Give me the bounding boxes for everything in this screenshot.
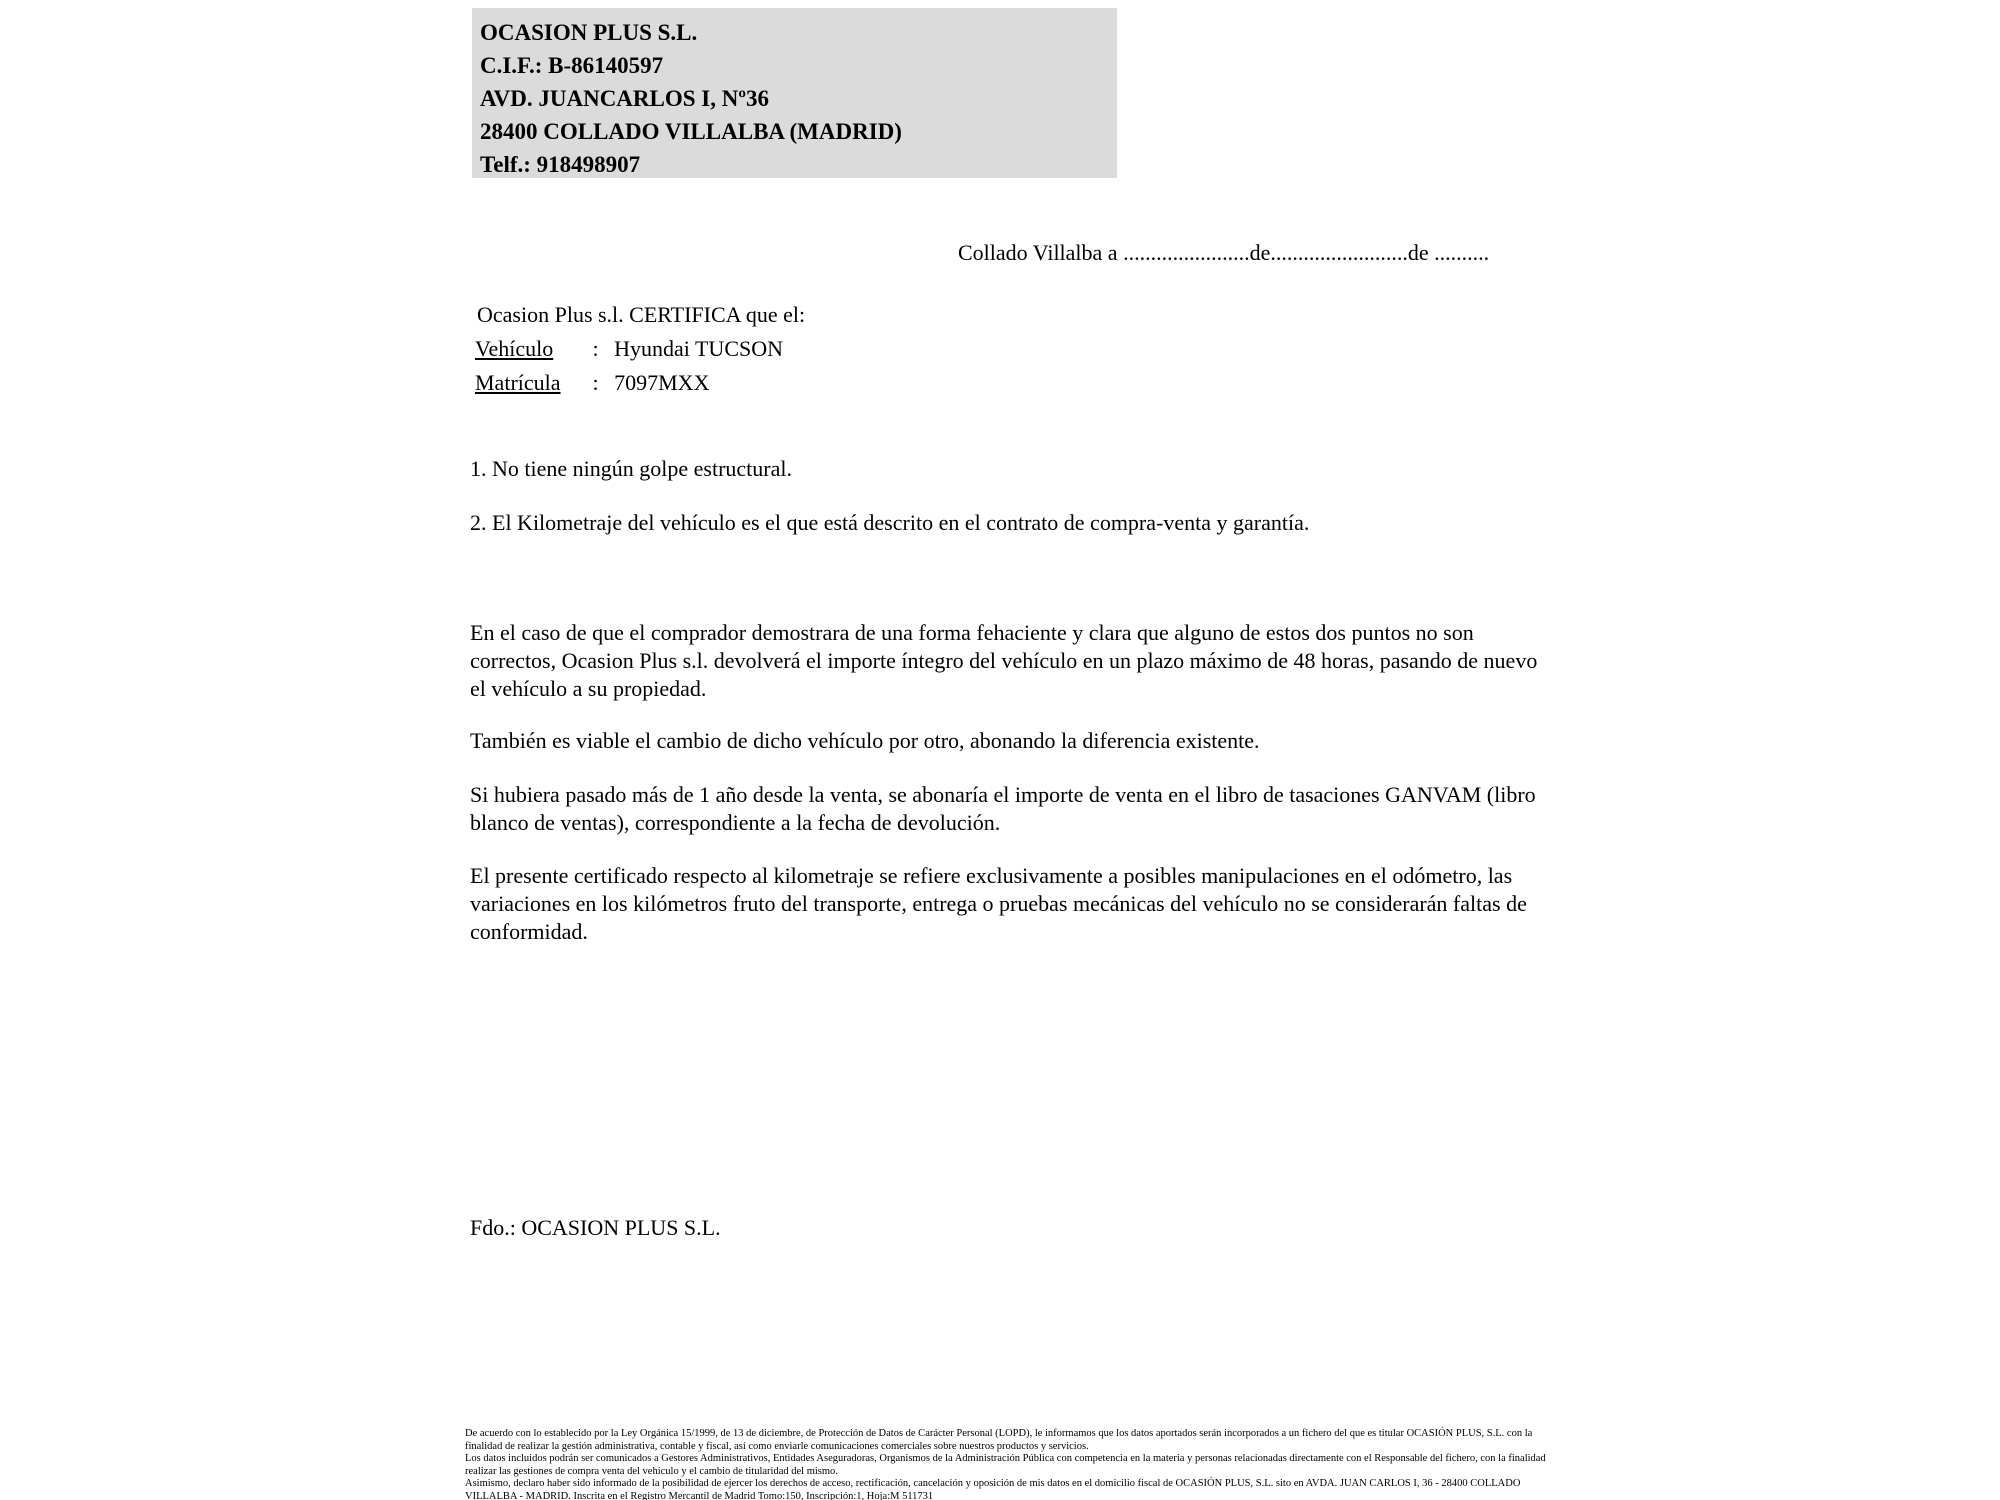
paragraph-ganvam-clause: Si hubiera pasado más de 1 año desde la venta, se abonaría el importe de venta en el libro de tasaciones GANVAM (libro blanco de ventas), correspondiente a la fecha de devolución. bbox=[470, 782, 1536, 835]
paragraph-odometer-clause: El presente certificado respecto al kilometraje se refiere exclusivamente a posibles manipulaciones en el odómetro, las variaciones en los kilómetros fruto del transporte, entrega o pruebas mecánicas del vehículo no se considerarán faltas de conformidad. bbox=[470, 863, 1527, 944]
paragraph-refund-clause: En el caso de que el comprador demostrara de una forma fehaciente y clara que alguno de estos dos puntos no son correctos, Ocasion Plus s.l. devolverá el importe íntegro del vehículo en un plazo máximo de 48 horas, pasando de nuevo el vehículo a su propiedad. bbox=[470, 620, 1538, 701]
vehicle-value: Hyundai TUCSON bbox=[614, 336, 784, 361]
legal-footer-paragraph-data-sharing: Los datos incluidos podrán ser comunicados a Gestores Administrativos, Entidades Aseguradoras, Organismos de la Administración Pública con competencia en la materia y personas relacionadas directamente con el Responsable del fichero, con la finalidad realizar las gestiones de compra venta del vehículo y el cambio de titularidad del mismo. bbox=[465, 1453, 1546, 1477]
paragraph-exchange-clause: También es viable el cambio de dicho vehículo por otro, abonando la diferencia existente. bbox=[470, 728, 1260, 753]
plate-value: 7097MXX bbox=[614, 370, 710, 395]
certified-point-2: 2. El Kilometraje del vehículo es el que está descrito en el contrato de compra-venta y garantía. bbox=[470, 510, 1310, 535]
vehicle-label: Vehículo bbox=[475, 336, 554, 361]
company-header-box bbox=[472, 8, 1117, 178]
certify-intro: Ocasion Plus s.l. CERTIFICA que el: bbox=[477, 302, 806, 327]
plate-separator: : bbox=[592, 370, 599, 395]
vehicle-line bbox=[475, 336, 783, 362]
signature-line: Fdo.: OCASION PLUS S.L. bbox=[470, 1215, 721, 1240]
company-phone: Telf.: 918498907 bbox=[480, 152, 641, 177]
company-name: OCASION PLUS S.L. bbox=[480, 20, 698, 45]
certified-point-1: 1. No tiene ningún golpe estructural. bbox=[470, 456, 792, 481]
plate-line bbox=[475, 370, 709, 396]
company-cif: C.I.F.: B-86140597 bbox=[480, 53, 664, 78]
legal-footer bbox=[465, 1428, 1557, 1500]
plate-label: Matrícula bbox=[475, 370, 561, 395]
date-line: Collado Villalba a .......................de.........................de .......... bbox=[958, 240, 1490, 265]
company-city: 28400 COLLADO VILLALBA (MADRID) bbox=[480, 119, 902, 144]
vehicle-separator: : bbox=[592, 336, 599, 361]
legal-footer-paragraph-rights: Asimismo, declaro haber sido informado de la posibilidad de ejercer los derechos de acceso, rectificación, cancelación y oposición de mis datos en el domicilio fiscal de OCASIÓN PLUS, S.L. sito en AVDA. JUAN CARLOS I, 36 - 28400 COLLADO VILLALBA - MADRID. Inscrita en el Registro Mercantil de Madrid Tomo:150, Inscripción:1, Hoja:M 511731 bbox=[465, 1478, 1521, 1500]
company-address: AVD. JUANCARLOS I, Nº36 bbox=[480, 86, 769, 111]
legal-footer-paragraph-lopd: De acuerdo con lo establecido por la Ley Orgánica 15/1999, de 13 de diciembre, de Protección de Datos de Carácter Personal (LOPD), le informamos que los datos aportados serán incorporados a un fichero del que es titular OCASIÓN PLUS, S.L. con la finalidad de realizar la gestión administrativa, contable y fiscal, así como enviarle comunicaciones comerciales sobre nuestros productos y servicios. bbox=[465, 1428, 1533, 1452]
